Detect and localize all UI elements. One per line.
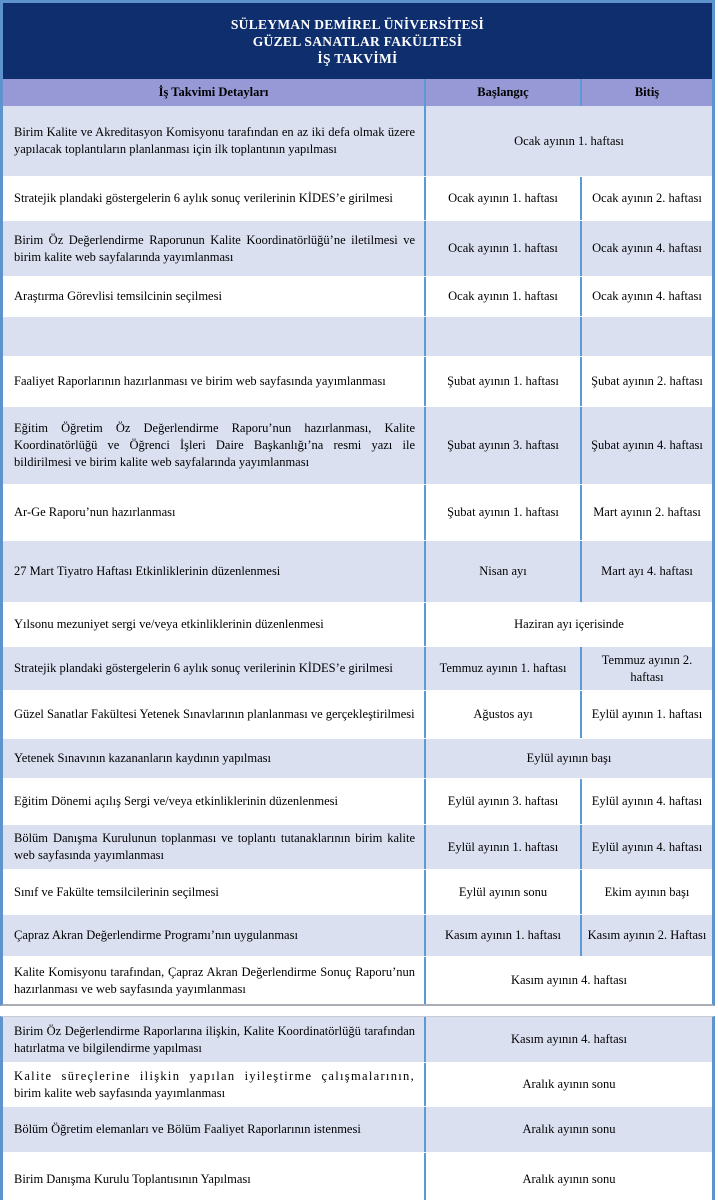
- date-cell-merged: Kasım ayının 4. haftası: [424, 1017, 712, 1062]
- end-date-cell: Ekim ayının başı: [580, 870, 712, 914]
- calendar-row: [3, 540, 712, 602]
- start-date-cell: Temmuz ayının 1. haftası: [424, 647, 580, 690]
- start-date-cell: Eylül ayının sonu: [424, 870, 580, 914]
- task-cell: [3, 407, 424, 484]
- task-text: Çapraz Akran Değerlendirme Programı’nın uygulanması: [14, 928, 298, 942]
- calendar-row: [3, 690, 712, 738]
- calendar-row: [3, 220, 712, 276]
- date-cell-merged: Aralık ayının sonu: [424, 1153, 712, 1200]
- task-cell: [3, 739, 424, 778]
- table-2-rows: [3, 1017, 712, 1200]
- task-cell: [3, 1017, 424, 1062]
- task-cell: [3, 485, 424, 540]
- title-university: SÜLEYMAN DEMİREL ÜNİVERSİTESİ: [230, 17, 485, 32]
- end-date-cell: Şubat ayının 4. haftası: [580, 407, 712, 484]
- calendar-row: [3, 106, 712, 176]
- calendar-row: [3, 602, 712, 646]
- start-date-cell: Şubat ayının 3. haftası: [424, 407, 580, 484]
- end-date-cell: Temmuz ayının 2. haftası: [580, 647, 712, 690]
- end-date-cell: Mart ayının 2. haftası: [580, 485, 712, 540]
- end-date-cell: Mart ayı 4. haftası: [580, 541, 712, 602]
- page-break-gap: [0, 1006, 718, 1016]
- end-date-cell: Eylül ayının 4. haftası: [580, 825, 712, 869]
- calendar-row: [3, 646, 712, 690]
- calendar-row: [3, 1106, 712, 1152]
- calendar-table-2: [0, 1016, 715, 1200]
- task-cell: [3, 825, 424, 869]
- calendar-row: [3, 406, 712, 484]
- task-text: Stratejik plandaki göstergelerin 6 aylık sonuç verilerinin KİDES’e girilmesi: [14, 661, 393, 675]
- task-cell: [3, 915, 424, 956]
- task-text: Birim Öz Değerlendirme Raporlarına ilişkin, Kalite Koordinatörlüğü tarafından hatırlatma ve bilgilendirme yapılması: [14, 1023, 415, 1055]
- start-date-cell: Eylül ayının 3. haftası: [424, 779, 580, 824]
- task-text: Bölüm Öğretim elemanları ve Bölüm Faaliyet Raporlarının istenmesi: [14, 1122, 361, 1136]
- task-cell: [3, 106, 424, 176]
- start-date-cell: Eylül ayının 1. haftası: [424, 825, 580, 869]
- task-text: Kalite Komisyonu tarafından, Çapraz Akran Değerlendirme Sonuç Raporu’nun hazırlanması ve web sayfasında yayımlanması: [14, 964, 415, 996]
- task-text: Ar-Ge Raporu’nun hazırlanması: [14, 505, 176, 519]
- task-text: Yetenek Sınavının kazananların kaydının yapılması: [14, 751, 272, 765]
- end-date-cell: Eylül ayının 1. haftası: [580, 691, 712, 738]
- start-date-cell: [424, 317, 580, 356]
- task-cell: [3, 177, 424, 220]
- end-date-cell: [580, 317, 712, 356]
- start-date-cell: Kasım ayının 1. haftası: [424, 915, 580, 956]
- task-text: Yılsonu mezuniyet sergi ve/veya etkinliklerinin düzenlenmesi: [14, 617, 324, 631]
- calendar-row: [3, 738, 712, 778]
- start-date-cell: Şubat ayının 1. haftası: [424, 485, 580, 540]
- task-text: Araştırma Görevlisi temsilcinin seçilmesi: [14, 289, 222, 303]
- date-cell-merged: Eylül ayının başı: [424, 739, 712, 778]
- task-text: Birim Öz Değerlendirme Raporunun Kalite Koordinatörlüğü’ne iletilmesi ve birim kalite web sayfalarında yayımlanması: [14, 232, 415, 264]
- task-cell: [3, 221, 424, 276]
- calendar-row: [3, 869, 712, 914]
- task-text: Faaliyet Raporlarının hazırlanması ve birim web sayfasında yayımlanması: [14, 374, 386, 388]
- start-date-cell: Ocak ayının 1. haftası: [424, 221, 580, 276]
- task-text: Birim Danışma Kurulu Toplantısının Yapılması: [14, 1171, 251, 1186]
- task-text: Stratejik plandaki göstergelerin 6 aylık sonuç verilerinin KİDES’e girilmesi: [14, 191, 393, 205]
- task-cell: [3, 1107, 424, 1152]
- header-cell-start: Başlangıç: [424, 79, 580, 106]
- end-date-cell: Şubat ayının 2. haftası: [580, 357, 712, 406]
- calendar-row: [3, 1062, 712, 1106]
- task-cell: [3, 779, 424, 824]
- end-date-cell: Ocak ayının 2. haftası: [580, 177, 712, 220]
- task-text: Eğitim Dönemi açılış Sergi ve/veya etkinliklerinin düzenlenmesi: [14, 794, 338, 808]
- date-cell-merged: Ocak ayının 1. haftası: [424, 106, 712, 176]
- title-block: [3, 3, 712, 79]
- calendar-row: [3, 316, 712, 356]
- end-date-cell: Kasım ayının 2. Haftası: [580, 915, 712, 956]
- calendar-row: [3, 914, 712, 956]
- table-header-row: [3, 79, 712, 106]
- task-cell: [3, 870, 424, 914]
- date-cell-merged: Aralık ayının sonu: [424, 1107, 712, 1152]
- date-cell-merged: Aralık ayının sonu: [424, 1063, 712, 1106]
- start-date-cell: Ocak ayının 1. haftası: [424, 277, 580, 316]
- task-cell: [3, 957, 424, 1004]
- end-date-cell: Eylül ayının 4. haftası: [580, 779, 712, 824]
- task-text: Eğitim Öğretim Öz Değerlendirme Raporu’nun hazırlanması, Kalite Koordinatörlüğü ve Öğrenci İşleri Daire Başkanlığı’na resmi yazı ile bildirilmesi ve birim kalite web sayfalarında yayımlanması: [14, 421, 415, 469]
- end-date-cell: Ocak ayının 4. haftası: [580, 277, 712, 316]
- task-text: 27 Mart Tiyatro Haftası Etkinliklerinin düzenlenmesi: [14, 564, 281, 578]
- task-text: Birim Kalite ve Akreditasyon Komisyonu tarafından en az iki defa olmak üzere yapılacak toplantıların planlanması için ilk toplantının yapılması: [14, 125, 415, 156]
- start-date-cell: Ağustos ayı: [424, 691, 580, 738]
- header-cell-end: Bitiş: [580, 79, 712, 106]
- calendar-row: [3, 1152, 712, 1200]
- calendar-row: [3, 276, 712, 316]
- start-date-cell: Nisan ayı: [424, 541, 580, 602]
- calendar-row: [3, 176, 712, 220]
- task-text: Bölüm Danışma Kurulunun toplanması ve toplantı tutanaklarının birim kalite web sayfasında yayımlanması: [14, 831, 415, 862]
- table-1-rows: [3, 106, 712, 1004]
- task-cell: [3, 357, 424, 406]
- start-date-cell: Şubat ayının 1. haftası: [424, 357, 580, 406]
- date-cell-merged: Kasım ayının 4. haftası: [424, 957, 712, 1004]
- end-date-cell: Ocak ayının 4. haftası: [580, 221, 712, 276]
- task-cell: [3, 603, 424, 646]
- date-cell-merged: Haziran ayı içerisinde: [424, 603, 712, 646]
- start-date-cell: Ocak ayının 1. haftası: [424, 177, 580, 220]
- calendar-row: [3, 356, 712, 406]
- calendar-row: [3, 956, 712, 1004]
- task-text: Sınıf ve Fakülte temsilcilerinin seçilmesi: [14, 884, 219, 899]
- task-text-spaced: Kalite süreçlerine ilişkin yapılan iyileştirme çalışmalarının,: [14, 1068, 415, 1083]
- task-cell: [3, 647, 424, 690]
- task-cell: [3, 1153, 424, 1200]
- task-cell: [3, 1063, 424, 1106]
- calendar-row: [3, 484, 712, 540]
- task-cell: [3, 541, 424, 602]
- task-cell: [3, 277, 424, 316]
- calendar-row: [3, 778, 712, 824]
- task-cell: [3, 317, 424, 356]
- task-text: Güzel Sanatlar Fakültesi Yetenek Sınavlarının planlanması ve gerçekleştirilmesi: [14, 707, 415, 721]
- title-faculty: GÜZEL SANATLAR FAKÜLTESİ: [252, 34, 463, 49]
- calendar-row: [3, 1017, 712, 1062]
- header-cell-task: İş Takvimi Detayları: [158, 85, 269, 99]
- task-text: Kalite süreçlerine ilişkin yapılan iyileştirme çalışmalarının, birim kalite web sayfasında yayımlanması: [14, 1068, 415, 1100]
- calendar-row: [3, 824, 712, 869]
- task-cell: [3, 691, 424, 738]
- title-document: İŞ TAKVİMİ: [317, 51, 398, 66]
